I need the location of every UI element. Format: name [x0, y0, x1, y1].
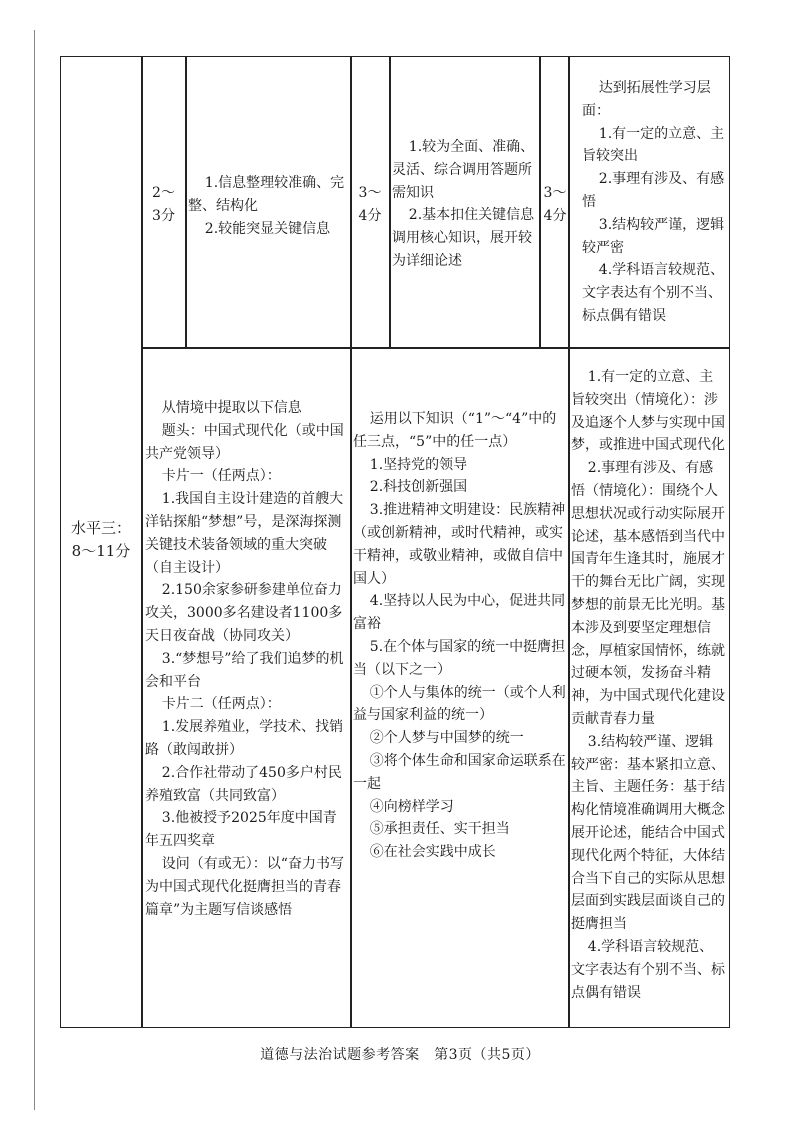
info-line: 1.我国自主设计建造的首艘大洋钻探船“梦想”号，是深海探测关键技术装备领域的重大突破（自主设计）: [145, 491, 344, 576]
criteria-knowledge-item: 2.基本扣住关键信息调用核心知识，展开较为详细论述: [392, 207, 535, 269]
page-footer: 道德与法治试题参考答案 第3页（共5页）: [260, 1047, 540, 1063]
expression-line: 2.事理有涉及、有感悟（情境化）：围绕个人思想状况或行动实际展开论述，基本感悟到当代中国青年生逢其时，施展才干的舞台无比广阔，实现梦想的前景无比光明。基本涉及到要坚定理想信念，厚植家国情怀，练就过硬本领，发扬奋斗精神，为中国式现代化建设贡献青春力量: [571, 460, 725, 727]
knowledge-line: ④向榜样学习: [369, 798, 454, 815]
criteria-expression: [582, 77, 726, 328]
grid-line: [185, 56, 187, 348]
criteria-info-item: 2.较能突显关键信息: [204, 220, 331, 237]
info-extraction-column: [145, 397, 347, 921]
knowledge-line: ①个人与集体的统一（或个人利益与国家利益的统一）: [353, 684, 566, 724]
expression-line: 1.有一定的立意、主旨较突出（情境化）：涉及追逐个人梦与实现中国梦，或推进中国式现代化: [571, 369, 725, 454]
level-label: 水平三：8～11分: [70, 519, 131, 560]
info-line: 从情境中提取以下信息: [161, 400, 302, 416]
info-line: 3.“梦想号”给了我们追梦的机会和平台: [145, 650, 344, 690]
score-expression-range: 3～4分: [543, 185, 567, 224]
info-line: 2.合作社带动了450多户村民养殖致富（共同致富）: [145, 764, 342, 804]
knowledge-column: [353, 408, 566, 864]
criteria-expression-item: 达到拓展性学习层面：: [582, 80, 711, 119]
criteria-knowledge: [392, 136, 538, 273]
knowledge-line: ⑥在社会实践中成长: [369, 844, 496, 861]
info-line: 设问（有或无）：以“奋力书写为中国式现代化挺膺担当的青春篇章”为主题写信谈感悟: [145, 855, 344, 918]
criteria-expression-item: 2.事理有涉及、有感悟: [582, 171, 725, 210]
info-line: 题头：中国式现代化（或中国共产党领导）: [145, 422, 344, 462]
expression-column: [571, 366, 727, 1004]
criteria-info-item: 1.信息整理较准确、完整、结构化: [188, 175, 345, 214]
knowledge-line: 3.推进精神文明建设：民族精神（或创新精神，或时代精神，或实干精神，或敬业精神，或做自信中国人）: [353, 502, 566, 587]
grid-line: [389, 56, 391, 348]
info-line: 1.发展养殖业，学技术、找销路（敢闯敢拼）: [145, 719, 344, 758]
score-info-range: 2～3分: [152, 185, 175, 224]
knowledge-line: 2.科技创新强国: [369, 479, 468, 496]
knowledge-line: ⑤承担责任、实干担当: [369, 821, 510, 838]
knowledge-line: ②个人梦与中国梦的统一: [369, 730, 524, 747]
knowledge-line: 运用以下知识（“1”～“4”中的任三点，“5”中的任一点）: [353, 411, 557, 450]
score-knowledge-range: 3～4分: [358, 185, 382, 224]
info-line: 卡片二（任两点）：: [161, 696, 281, 713]
criteria-knowledge-item: 1.较为全面、准确、灵活、综合调用答题所需知识: [392, 139, 535, 201]
criteria-expression-item: 3.结构较严谨，逻辑较严密: [582, 216, 725, 256]
info-line: 2.150余家参研参建单位奋力攻关，3000多名建设者1100多天日夜奋战（协同攻关）: [145, 582, 343, 644]
info-line: 3.他被授予2025年度中国青年五四奖章: [145, 810, 337, 850]
scan-edge: [34, 30, 35, 1110]
knowledge-line: 5.在个体与国家的统一中挺膺担当（以下之一）: [353, 638, 566, 678]
grid-line: [141, 347, 729, 349]
criteria-expression-item: 1.有一定的立意、主旨较突出: [582, 125, 725, 165]
criteria-info: [188, 172, 348, 240]
knowledge-line: 1.坚持党的领导: [369, 456, 468, 473]
criteria-expression-item: 4.学科语言较规范、文字表达有个别不当、标点偶有错误: [582, 262, 725, 324]
knowledge-line: ③将个体生命和国家命运联系在一起: [353, 752, 566, 792]
info-line: 卡片一（任两点）：: [161, 468, 281, 485]
knowledge-line: 4.坚持以人民为中心，促进共同富裕: [353, 593, 566, 633]
expression-line: 3.结构较严谨、逻辑较严密：基本紧扣立意、主旨、主题任务：基于结构化情境准确调用大概念展开论述，能结合中国式现代化两个特征，大体结合当下自己的实际从思想层面到实践层面谈自己的挺膺担当: [571, 733, 725, 933]
expression-line: 4.学科语言较规范、文字表达有个别不当、标点偶有错误: [571, 938, 725, 1001]
